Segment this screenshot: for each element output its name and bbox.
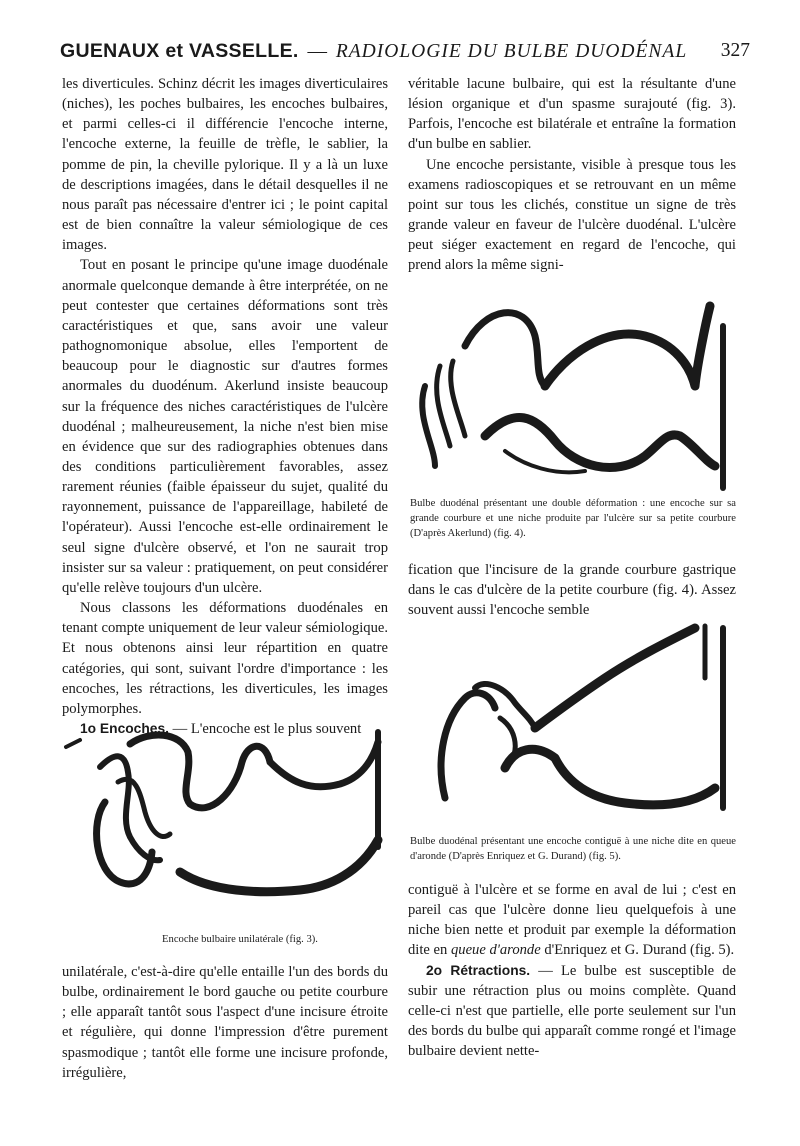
paragraph: les diverticules. Schinz décrit les images diverticulaires (niches), les poches bulbaires, les encoches bulbaires, et parmi celles-ci il différencie l'encoche interne, l'encoche externe, la feuille de trèfle, le sablier, la pomme de pin, la cheville pylorique. Il y a là un luxe de descriptions imagées, dans le détail desquelles il ne nous paraît pas nécessaire d'entrer ici ; le point capital est de bien connaître la valeur sémiologique de ces images. <box>62 76 388 254</box>
figure-3-caption: Encoche bulbaire unilatérale (fig. 3). <box>162 934 318 945</box>
figure-3-drawing <box>60 722 390 922</box>
figure-5-caption: Bulbe duodénal présentant une encoche contiguë à une niche dite en queue d'aronde (D'après Enriquez et G. Durand) (fig. 5). <box>410 836 736 862</box>
header-authors: GUENAUX et VASSELLE. <box>60 40 299 62</box>
paragraph <box>408 880 736 961</box>
figure-4-drawing <box>405 266 735 496</box>
paragraph: fication que l'incisure de la grande courbure gastrique dans le cas d'ulcère de la petite courbure (fig. 4). Assez souvent aussi l'encoche semble <box>408 562 736 619</box>
header-title: RADIOLOGIE DU BULBE DUODÉNAL <box>335 41 688 62</box>
left-column-bottom-text <box>62 962 388 1083</box>
page-number: 327 <box>720 40 750 61</box>
running-header <box>60 40 750 70</box>
dash: — <box>538 962 553 979</box>
section-heading: 1o Encoches. <box>80 721 169 736</box>
section-retractions <box>408 961 736 1062</box>
text: contiguë à l'ulcère et se forme en aval de lui ; c'est en pareil cas que l'ulcère donne lieu quelquefois à une niche bien nette et produit par exemple la déformation dite en <box>408 882 736 959</box>
paragraph: unilatérale, c'est-à-dire qu'elle entaille l'un des bords du bulbe, ordinairement le bord gauche ou petite courbure ; elle apparaît tantôt sous l'aspect d'une incisure étroite et régulière, qui donne l'impression d'être purement spasmodique ; tantôt elle forme une incisure profonde, irrégulière, <box>62 964 388 1081</box>
right-column-text <box>408 74 736 276</box>
text: d'Enriquez et G. Durand (fig. 5). <box>540 942 735 959</box>
left-column-text <box>62 74 388 739</box>
paragraph: Nous classons les déformations duodénales en tenant compte uniquement de leur valeur sémiologique. Et nous obtenons ainsi leur répartition en quatre catégories, qui sont, suivant l'ordre d'importance : les encoches, les rétractions, les diverticules, les images polymorphes. <box>62 600 388 717</box>
section-text: L'encoche est le plus souvent <box>190 721 362 737</box>
paragraph: véritable lacune bulbaire, qui est la résultante d'une lésion organique et d'un spasme surajouté (fig. 3). Parfois, l'encoche est bilatérale et entraîne la formation d'un bulbe en sablier. <box>408 76 736 153</box>
section-heading: 2o Rétractions. <box>426 962 531 978</box>
right-column-bottom-text <box>408 880 736 1061</box>
section-text: Le bulbe est susceptible de subir une rétraction plus ou moins complète. Quand celle-ci n'est que partielle, elle porte seulement sur l'un des bords du bulbe qui apparaît comme rongé et l'image bulbaire devient nette- <box>408 962 736 1060</box>
figure-4-caption: Bulbe duodénal présentant une double déformation : une encoche sur sa grande courbure et une niche produite par l'ulcère sur sa petite courbure (D'après Akerlund) (fig. 4). <box>410 498 736 539</box>
header-separator: — <box>307 41 327 62</box>
figure-5-drawing <box>405 618 735 828</box>
paragraph: Une encoche persistante, visible à presque tous les examens radioscopiques et se retrouvant en un même point sur tous les clichés, constitue un signe de très grande valeur en faveur de l'ulcère duodénal. L'ulcère peut siéger exactement en regard de l'encoche, qui prend alors la même signi- <box>408 156 736 274</box>
dash: — <box>172 721 188 737</box>
right-column-middle-text <box>408 560 736 620</box>
paragraph: Tout en posant le principe qu'une image duodénale anormale quelconque demande à être interprétée, on ne peut contester que certaines déformations sont très caractéristiques et que, sans avoir une valeur pathognomonique absolue, elles l'emportent de beaucoup pour le diagnostic sur d'autres formes anormales du duodénum. Akerlund insiste beaucoup sur la fréquence des niches caractéristiques de l'ulcère duodénal ; malheureusement, la niche n'est bien mise en évidence que sur des radiographies obtenues dans des conditions particulièrement favorables, assez rarement réunies (faible épaisseur du sujet, qualité du rayonnement, puissance de l'appareillage, habileté de l'opérateur). Aussi l'encoche est-elle ordinairement le seul signe d'ulcère observé, et l'on ne saurait trop insister sur sa valeur : pratiquement, on peut considérer qu'elle relève toujours d'un ulcère. <box>62 257 388 596</box>
italic-term: queue d'aronde <box>450 942 541 959</box>
